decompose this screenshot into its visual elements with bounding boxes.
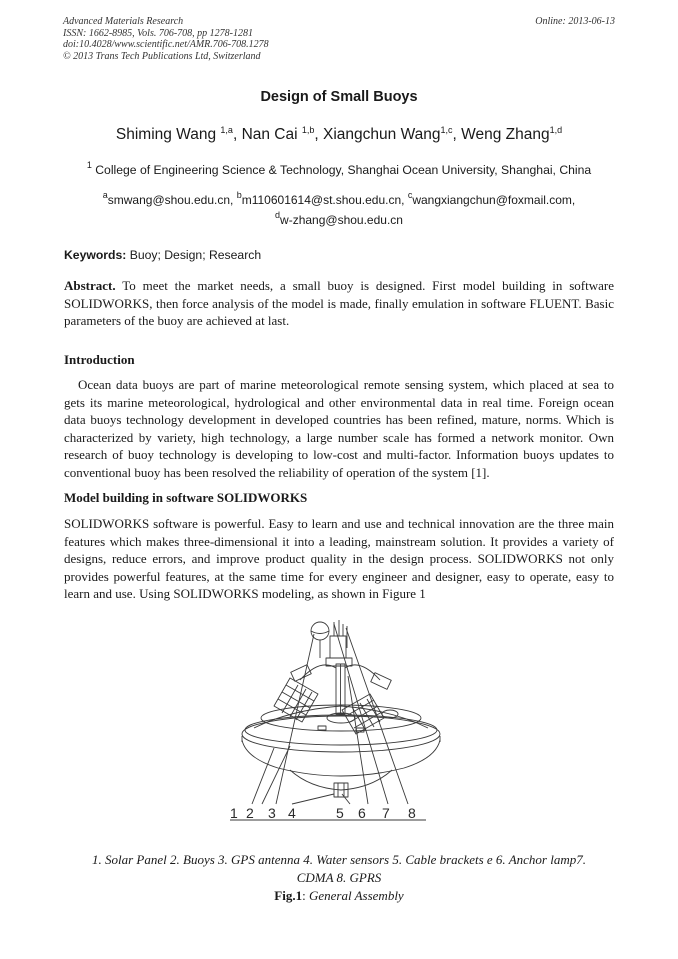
author-name: Xiangchun Wang	[323, 126, 441, 143]
email-address[interactable]: w-zhang@shou.edu.cn	[280, 213, 403, 227]
affiliation	[0, 160, 678, 177]
author-affil: 1,b	[301, 125, 315, 135]
doi-line: doi:10.4028/www.scientific.net/AMR.706-708.1278	[63, 39, 269, 50]
introduction-text: Ocean data buoys are part of marine meteorological remote sensing system, which placed at sea to gets its marine meteorological, hydrological and other environmental data in real time. Foreign ocean data buoys technology development in developed countries has been refined, mature, norms. Which is characterized by variety, high technology, a large number scale has formed a network monitor. Own research of buoy technology is developing to low-cost and multi-factor. Information buoys updates to conventional buoy has been resolved the reliability of operation of the system [1].	[64, 377, 614, 480]
issn-line: ISSN: 1662-8985, Vols. 706-708, pp 1278-1281	[63, 27, 253, 39]
author-name: Shiming Wang	[115, 126, 217, 143]
callout-label: 2	[246, 805, 254, 821]
online-date: Online: 2013-06-13	[535, 16, 615, 27]
solar-panel-right	[342, 673, 391, 734]
callout-label: 4	[288, 805, 296, 821]
affiliation-text: College of Engineering Science & Technology, Shanghai Ocean University, Shanghai, China	[95, 163, 592, 177]
paper-title: Design of Small Buoys	[260, 89, 418, 105]
callout-label: 5	[336, 805, 344, 821]
section-heading-model: Model building in software SOLIDWORKS	[64, 490, 308, 505]
buoy-assembly-figure	[230, 618, 452, 826]
affiliation-mark: 1	[86, 160, 92, 170]
journal-header	[63, 16, 269, 62]
figure-legend-line1: 1. Solar Panel 2. Buoys 3. GPS antenna 4. Water sensors 5. Cable brackets e 6. Anchor lamp7.	[92, 852, 586, 867]
callout-label: 6	[358, 805, 366, 821]
author-name: Nan Cai	[241, 126, 298, 143]
abstract	[64, 277, 614, 330]
callout-label: 7	[382, 805, 390, 821]
figure-caption-text: General Assembly	[308, 888, 404, 903]
section-heading-introduction: Introduction	[64, 352, 135, 367]
author-affil: 1,d	[549, 125, 563, 135]
figure-legend-line2: CDMA 8. GPRS	[296, 870, 382, 885]
hull-rim-outer	[242, 716, 440, 752]
author-affil: 1,c	[440, 125, 453, 135]
keywords	[64, 248, 261, 262]
email-address[interactable]: m110601614@st.shou.edu.cn,	[241, 193, 405, 207]
model-section-text: SOLIDWORKS software is powerful. Easy to learn and use and technical innovation are the three main features which makes three-dimensional it into a leading, mainstream solution. It provides a variety of designs, reduce errors, and improve product quality in the design process. SOLIDWORKS not only provides powerful features, at the same time for every engineer and designer, easy to operate, easy to learn and use. Using SOLIDWORKS modeling, as shown in Figure 1	[64, 516, 614, 602]
abstract-text: To meet the market needs, a small buoy is designed. First model building in software SOLIDWORKS, then force analysis of the model is made, finally emulation in software FLUENT. Basic parameters of the buoy are achieved at last.	[64, 278, 614, 329]
callout-label: 3	[268, 805, 276, 821]
copyright-line: © 2013 Trans Tech Publications Ltd, Switzerland	[63, 50, 261, 62]
author-affil: 1,a	[220, 125, 233, 135]
author-name: Weng Zhang	[461, 126, 550, 143]
email-address[interactable]: wangxiangchun@foxmail.com,	[412, 193, 576, 207]
keywords-label: Keywords:	[64, 248, 127, 262]
figure-caption: Fig.1: General Assembly	[274, 888, 404, 903]
email-list: $^a$smwang@shou.edu.cn, $^b$m110601614@st.shou.edu.cn, $^c$wangxiangchun@foxmail.com, $^d$w-zhang@shou.edu.cn	[102, 190, 576, 227]
author-list: Shiming Wang $^{1,a}$, Nan Cai $^{1,b}$, Xiangchun Wang$^{1,c}$, Weng Zhang$^{1,d}$	[115, 125, 563, 143]
keywords-text: Buoy; Design; Research	[129, 248, 262, 262]
callout-label: 8	[408, 805, 416, 821]
figure-label: Fig.1	[274, 888, 303, 903]
abstract-label: Abstract.	[64, 278, 116, 293]
journal-name: Advanced Materials Research	[63, 16, 184, 27]
callout-label: 1	[230, 805, 238, 821]
email-address[interactable]: smwang@shou.edu.cn,	[107, 193, 234, 207]
